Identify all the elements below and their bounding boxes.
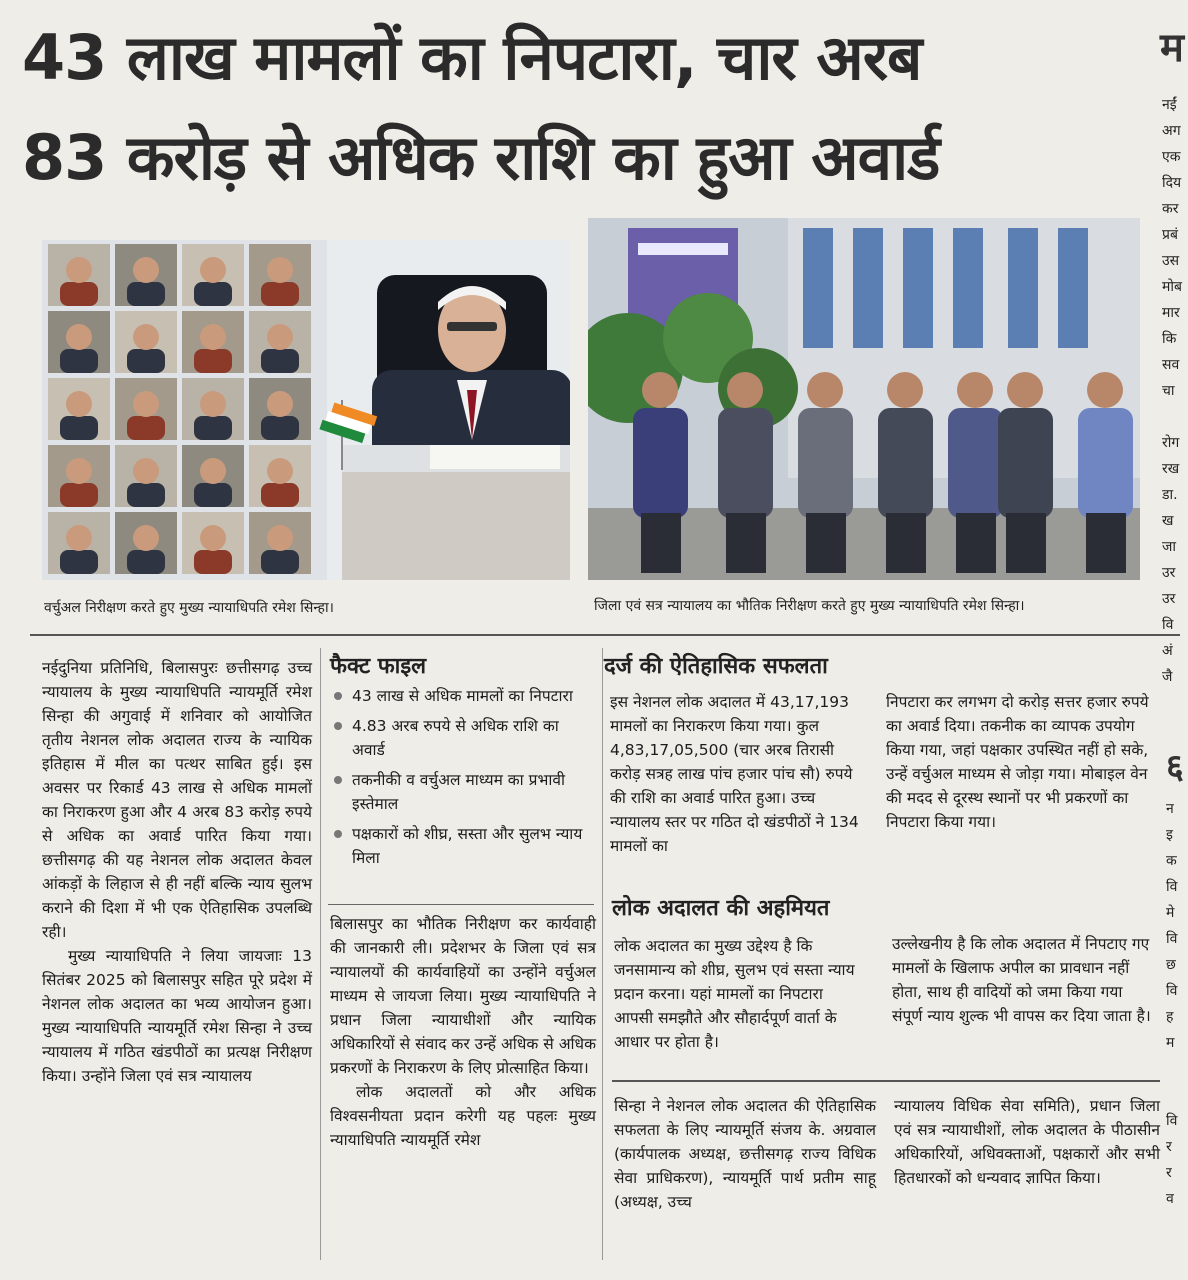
edge-fragment: क bbox=[1166, 853, 1177, 869]
edge-fragment: जै bbox=[1162, 669, 1173, 685]
edge-fragment: छ bbox=[1166, 957, 1176, 973]
participant-body bbox=[261, 282, 299, 306]
walker-body bbox=[718, 408, 773, 518]
walker-body bbox=[1078, 408, 1133, 518]
participant-face bbox=[66, 458, 92, 484]
col1-para-1: नईदुनिया प्रतिनिधि, बिलासपुरः छत्तीसगढ़ उच्च न्यायालय के मुख्य न्यायाधिपति न्यायमूर्ति रमेश सिन्हा की अगुवाई में शनिवार को आयोजित तृतीय नेशनल लोक अदालत राज्य के न्यायिक इतिहास में मील का पत्थर साबित हुई। इस अवसर पर रिकार्ड 43 लाख से अधिक मामलों का निराकरण हुआ और 4 अरब 83 करोड़ रुपये से अधिक का अवार्ड पारित किया गया। छत्तीसगढ़ की यह नेशनल लोक अदालत केवल आंकड़ों के लिहाज से ही नहीं बल्कि न्याय सुलभ कराने की दिशा में भी एक ऐतिहासिक उपलब्धि रही। bbox=[42, 659, 312, 941]
edge-fragment: रख bbox=[1162, 461, 1180, 477]
walker-legs bbox=[806, 513, 846, 573]
court-inspection-photo bbox=[588, 218, 1140, 580]
participant-body bbox=[60, 349, 98, 373]
walker-body bbox=[633, 408, 688, 518]
participant-body bbox=[261, 349, 299, 373]
walker-face bbox=[642, 372, 678, 408]
participant-face bbox=[133, 257, 159, 283]
edge-fragment: र bbox=[1166, 1165, 1172, 1181]
walker-body bbox=[878, 408, 933, 518]
historic-right: निपटारा कर लगभग दो करोड़ सत्तर हजार रुपये का अवार्ड दिया। तकनीक का व्यापक उपयोग किया गया, जहां पक्षकार उपस्थित नहीं हो सके, उन्हें वर्चुअल माध्यम से जोड़ा गया। मोबाइल वेन की मदद से दूरस्थ स्थानों पर भी प्रकरणों का निपटारा किया गया। bbox=[886, 693, 1149, 831]
article-column-1 bbox=[42, 656, 312, 1088]
participant-body bbox=[194, 483, 232, 507]
edge-fragment: रोग bbox=[1162, 435, 1180, 451]
participant-face bbox=[200, 324, 226, 350]
walker-face bbox=[1087, 372, 1123, 408]
fact-item: 4.83 अरब रुपये से अधिक राशि का अवार्ड bbox=[330, 714, 592, 762]
walker-face bbox=[727, 372, 763, 408]
participant-body bbox=[127, 349, 165, 373]
participant-face bbox=[66, 391, 92, 417]
edge-heading-2: ६ bbox=[1166, 747, 1184, 787]
edge-fragment: कि bbox=[1162, 331, 1177, 347]
participant-body bbox=[60, 483, 98, 507]
edge-fragment: डा. bbox=[1162, 487, 1178, 503]
walker-legs bbox=[1006, 513, 1046, 573]
col2-para-2: लोक अदालतों को और अधिक विश्वसनीयता प्रदान करेगी यह पहलः मुख्य न्यायाधिपति न्यायमूर्ति रमेश bbox=[330, 1083, 596, 1149]
divider-bottom bbox=[612, 1080, 1160, 1082]
fact-file-divider bbox=[328, 904, 594, 905]
bottom-left: सिन्हा ने नेशनल लोक अदालत की ऐतिहासिक सफलता के लिए न्यायमूर्ति संजय के. अग्रवाल (कार्यपालक अध्यक्ष, छत्तीसगढ़ राज्य विधिक सेवा प्राधिकरण), न्यायमूर्ति पार्थ प्रतीम साहू (अध्यक्ष, उच्च bbox=[614, 1097, 876, 1211]
edge-fragment: प्रबं bbox=[1162, 227, 1178, 243]
participant-face bbox=[200, 257, 226, 283]
participant-body bbox=[261, 416, 299, 440]
edge-fragment: उर bbox=[1162, 591, 1176, 607]
edge-fragment: जा bbox=[1162, 539, 1177, 555]
edge-fragment bbox=[1166, 1056, 1188, 1082]
participant-face bbox=[133, 324, 159, 350]
photo-virtual-inspection bbox=[42, 240, 570, 580]
edge-fragment: एक bbox=[1162, 149, 1181, 165]
bottom-right: न्यायालय विधिक सेवा समिति), प्रधान जिला एवं सत्र न्यायाधीशों, लोक अदालत के पीठासीन अधिकारियों, अधिवक्ताओं, पक्षकारों और सभी हितधारकों को धन्यवाद ज्ञापित किया। bbox=[894, 1097, 1160, 1187]
walker-legs bbox=[956, 513, 996, 573]
participant-body bbox=[261, 550, 299, 574]
walker-body bbox=[798, 408, 853, 518]
participant-face bbox=[66, 257, 92, 283]
participant-face bbox=[133, 458, 159, 484]
participant-face bbox=[267, 458, 293, 484]
fact-file-list bbox=[330, 684, 592, 876]
edge-fragment: ख bbox=[1162, 513, 1174, 529]
edge-fragment: र bbox=[1166, 1139, 1172, 1155]
participant-face bbox=[267, 324, 293, 350]
participant-face bbox=[200, 525, 226, 551]
col2-para-1: बिलासपुर का भौतिक निरीक्षण कर कार्यवाही की जानकारी ली। प्रदेशभर के जिला एवं सत्र न्यायालयों की कार्यवाहियों का उन्होंने वर्चुअल माध्यम से जायजा लिया। मुख्य न्यायाधिपति ने प्रधान जिला न्यायाधीशों और न्यायिक अधिकारियों से संवाद कर उन्हें अधिक से अधिक प्रकरणों के निराकरण के लिए प्रोत्साहित किया। bbox=[330, 915, 596, 1077]
edge-column-2 bbox=[1166, 796, 1188, 1212]
edge-fragment: दिय bbox=[1162, 175, 1182, 191]
edge-fragment: कर bbox=[1162, 201, 1179, 217]
participant-face bbox=[133, 525, 159, 551]
article-column-2 bbox=[330, 912, 596, 1152]
walker-face bbox=[1007, 372, 1043, 408]
participant-face bbox=[200, 391, 226, 417]
walker-legs bbox=[886, 513, 926, 573]
edge-fragment: मार bbox=[1162, 305, 1180, 321]
edge-fragment: वि bbox=[1166, 931, 1178, 947]
participant-body bbox=[60, 416, 98, 440]
walker-face bbox=[807, 372, 843, 408]
participant-face bbox=[267, 525, 293, 551]
participant-face bbox=[200, 458, 226, 484]
participant-body bbox=[194, 282, 232, 306]
edge-fragment: उर bbox=[1162, 565, 1176, 581]
participant-body bbox=[127, 282, 165, 306]
participant-face bbox=[66, 525, 92, 551]
participant-body bbox=[194, 550, 232, 574]
participant-body bbox=[194, 416, 232, 440]
participant-body bbox=[261, 483, 299, 507]
edge-fragment: वि bbox=[1162, 617, 1174, 633]
walker-legs bbox=[726, 513, 766, 573]
fact-item: 43 लाख से अधिक मामलों का निपटारा bbox=[330, 684, 592, 708]
col1-para-2: मुख्य न्यायाधिपति ने लिया जायजाः 13 सितंबर 2025 को बिलासपुर सहित पूरे प्रदेश में नेशनल लोक अदालत का भव्य आयोजन हुआ। मुख्य न्यायाधिपति न्यायमूर्ति रमेश सिन्हा ने उच्च न्यायालय में गठित खंडपीठों का प्रत्यक्ष निरीक्षण किया। उन्होंने जिला एवं सत्र न्यायालय bbox=[42, 947, 312, 1085]
walker-body bbox=[998, 408, 1053, 518]
edge-heading: म bbox=[1160, 25, 1184, 71]
edge-fragment: अं bbox=[1162, 643, 1173, 659]
edge-fragment bbox=[1166, 1082, 1188, 1108]
participant-body bbox=[194, 349, 232, 373]
column-rule-1 bbox=[320, 648, 321, 1260]
participant-face bbox=[133, 391, 159, 417]
caption-left: वर्चुअल निरीक्षण करते हुए मुख्य न्यायाधिपति रमेश सिन्हा। bbox=[44, 600, 334, 616]
walker-body bbox=[948, 408, 1003, 518]
fact-item: पक्षकारों को शीघ्र, सस्ता और सुलभ न्याय मिला bbox=[330, 822, 592, 870]
walker-legs bbox=[641, 513, 681, 573]
importance-title: लोक अदालत की अहमियत bbox=[612, 896, 830, 921]
edge-fragment: ह bbox=[1166, 1009, 1174, 1025]
edge-fragment: नईं bbox=[1162, 97, 1177, 113]
walker-face bbox=[887, 372, 923, 408]
edge-fragment: न bbox=[1166, 801, 1174, 817]
edge-fragment: अग bbox=[1162, 123, 1181, 139]
historic-title: दर्ज की ऐतिहासिक सफलता bbox=[604, 654, 828, 679]
edge-fragment: मे bbox=[1166, 905, 1175, 921]
participant-body bbox=[127, 416, 165, 440]
participant-body bbox=[60, 550, 98, 574]
divider-top bbox=[30, 634, 1180, 636]
participant-face bbox=[267, 257, 293, 283]
edge-fragment: इ bbox=[1166, 827, 1173, 843]
edge-column bbox=[1162, 92, 1188, 690]
edge-fragment: म bbox=[1166, 1035, 1175, 1051]
virtual-grid-photo bbox=[42, 240, 570, 580]
participant-body bbox=[127, 550, 165, 574]
caption-right: जिला एवं सत्र न्यायालय का भौतिक निरीक्षण करते हुए मुख्य न्यायाधिपति रमेश सिन्हा। bbox=[594, 598, 1025, 614]
walker-face bbox=[957, 372, 993, 408]
edge-fragment: वि bbox=[1166, 1113, 1178, 1129]
headline-line-1: 43 लाख मामलों का निपटारा, चार अरब bbox=[22, 21, 922, 94]
fact-file-title: फैक्ट फाइल bbox=[330, 654, 427, 679]
edge-fragment bbox=[1162, 404, 1188, 430]
edge-fragment: वि bbox=[1166, 879, 1178, 895]
edge-fragment: चा bbox=[1162, 383, 1175, 399]
participant-face bbox=[267, 391, 293, 417]
edge-fragment: उस bbox=[1162, 253, 1180, 269]
edge-fragment: वि bbox=[1166, 983, 1178, 999]
importance-right: उल्लेखनीय है कि लोक अदालत में निपटाए गए मामलों के खिलाफ अपील का प्रावधान नहीं होता, साथ ही वादियों को जमा किया गया संपूर्ण न्याय शुल्क भी वापस कर दिया जाता है। bbox=[892, 935, 1151, 1025]
historic-left: इस नेशनल लोक अदालत में 43,17,193 मामलों का निराकरण किया गया। कुल 4,83,17,05,500 (चार अरब तिरासी करोड़ सत्रह लाख पांच हजार पांच सौ) रुपये की राशि का अवार्ड पारित हुआ। उच्च न्यायालय स्तर पर गठित दो खंडपीठों ने 134 मामलों का bbox=[610, 693, 859, 855]
walker-legs bbox=[1086, 513, 1126, 573]
fact-item: तकनीकी व वर्चुअल माध्यम का प्रभावी इस्तेमाल bbox=[330, 768, 592, 816]
participant-body bbox=[60, 282, 98, 306]
headline-line-2: 83 करोड़ से अधिक राशि का हुआ अवार्ड bbox=[22, 121, 940, 194]
column-rule-2 bbox=[602, 648, 603, 1260]
edge-fragment: मोब bbox=[1162, 279, 1182, 295]
edge-fragment: व bbox=[1166, 1191, 1174, 1207]
participant-body bbox=[127, 483, 165, 507]
edge-fragment: सव bbox=[1162, 357, 1180, 373]
participant-face bbox=[66, 324, 92, 350]
photo-physical-inspection bbox=[588, 218, 1140, 580]
importance-left: लोक अदालत का मुख्य उद्देश्य है कि जनसामान्य को शीघ्र, सुलभ एवं सस्ता न्याय प्रदान करना। यहां मामलों का निपटारा आपसी समझौते और सौहार्दपूर्ण वार्ता के आधार पर होता है। bbox=[614, 937, 855, 1051]
